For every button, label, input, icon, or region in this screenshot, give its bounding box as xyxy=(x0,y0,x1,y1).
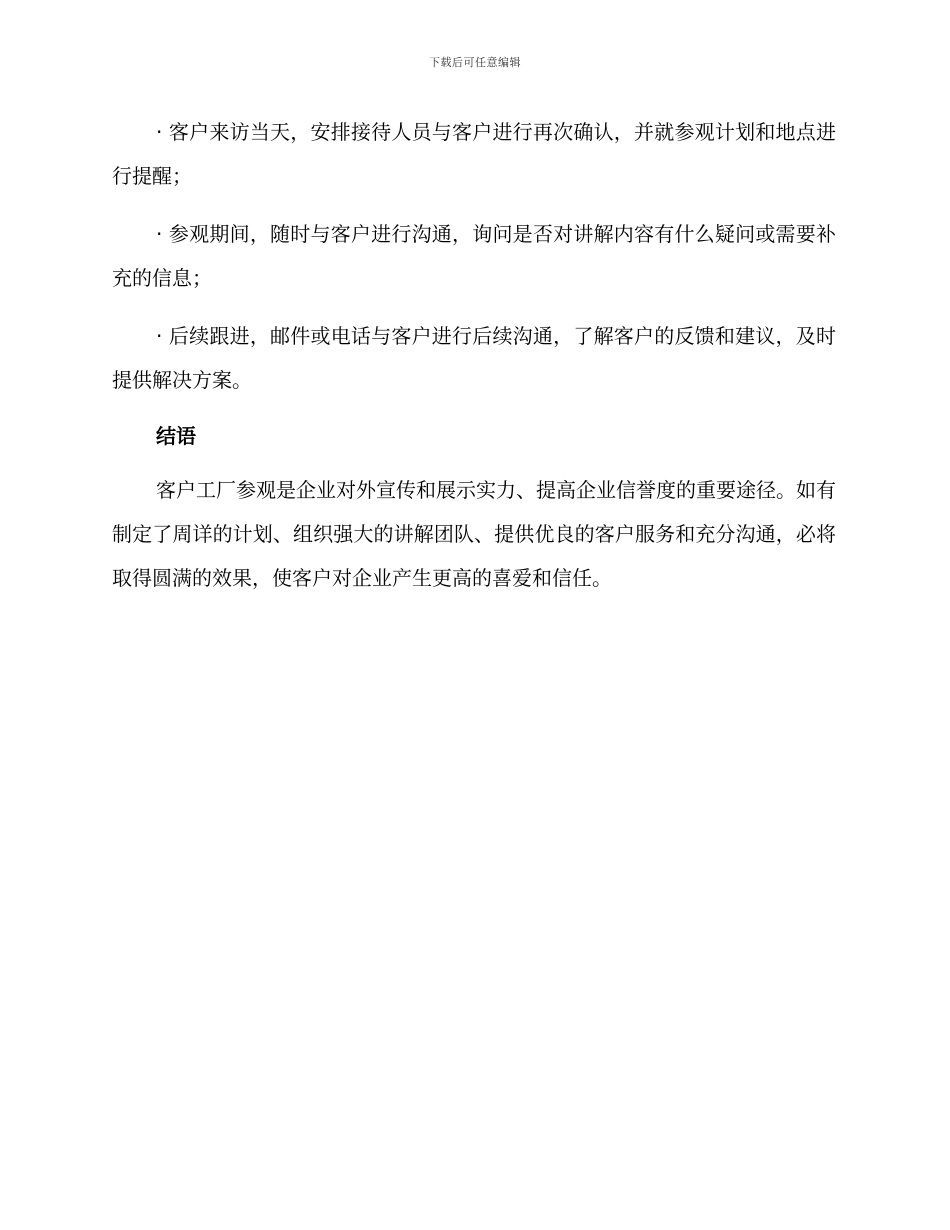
bullet-paragraph-1: · 客户来访当天，安排接待人员与客户进行再次确认，并就参观计划和地点进行提醒； xyxy=(112,120,836,188)
conclusion-paragraph: 客户工厂参观是企业对外宣传和展示实力、提高企业信誉度的重要途径。如有制定了周详的计划、组织强大的讲解团队、提供优良的客户服务和充分沟通，必将取得圆满的效果，使客户对企业产生更高的喜爱和信任。 xyxy=(112,478,836,590)
page-header: 下载后可任意编辑 xyxy=(429,56,521,69)
conclusion-heading: 结语 xyxy=(156,424,196,448)
bullet-paragraph-3: · 后续跟进，邮件或电话与客户进行后续沟通，了解客户的反馈和建议，及时提供解决方案。 xyxy=(112,324,836,392)
document-body xyxy=(112,110,836,614)
bullet-paragraph-2: · 参观期间，随时与客户进行沟通，询问是否对讲解内容有什么疑问或需要补充的信息； xyxy=(112,222,836,290)
